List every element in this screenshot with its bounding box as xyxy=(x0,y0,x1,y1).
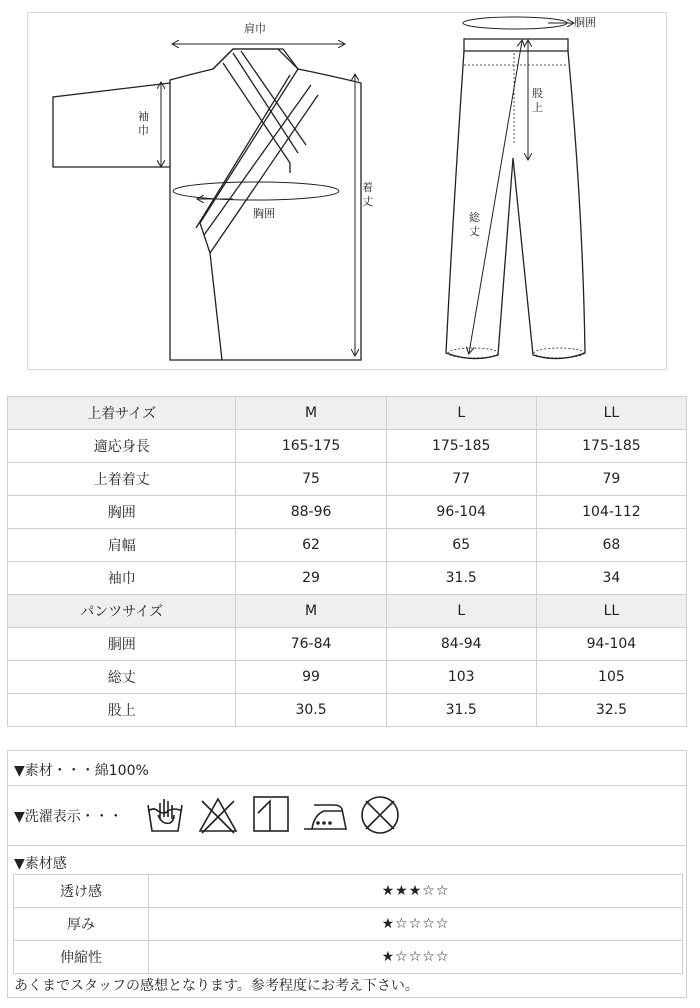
pants-header-row xyxy=(8,595,687,628)
texture-label: ▼素材感 xyxy=(14,856,67,872)
row-label: 上着着丈 xyxy=(8,463,236,496)
table-cell: 65 xyxy=(386,529,536,562)
texture-name: 伸縮性 xyxy=(14,941,149,974)
header-cell: 上着サイズ xyxy=(8,397,236,430)
table-cell: 96-104 xyxy=(386,496,536,529)
texture-name: 厚み xyxy=(14,908,149,941)
washing-row xyxy=(8,785,686,846)
row-label: 肩幅 xyxy=(8,529,236,562)
washing-label: ▼洗濯表示・・・ xyxy=(14,809,123,825)
garment-diagram xyxy=(27,12,667,370)
row-label: 胴囲 xyxy=(8,628,236,661)
table-cell: 175-185 xyxy=(386,430,536,463)
table-cell: 77 xyxy=(386,463,536,496)
table-cell: 94-104 xyxy=(536,628,686,661)
header-cell: LL xyxy=(536,397,686,430)
table-cell: 79 xyxy=(536,463,686,496)
table-cell: 104-112 xyxy=(536,496,686,529)
table-row xyxy=(8,628,687,661)
texture-table xyxy=(13,874,683,974)
row-label: 股上 xyxy=(8,694,236,727)
pants-outline xyxy=(446,39,585,359)
row-label: 袖巾 xyxy=(8,562,236,595)
iron-medium-icon xyxy=(304,805,346,829)
table-cell: 88-96 xyxy=(236,496,386,529)
header-cell: L xyxy=(386,595,536,628)
no-dry-clean-icon xyxy=(362,797,398,833)
size-table xyxy=(7,396,687,727)
table-row xyxy=(8,529,687,562)
no-bleach-icon xyxy=(200,799,236,833)
texture-stars: ★☆☆☆☆ xyxy=(149,908,683,941)
label-douiki: 胴囲 xyxy=(574,16,596,29)
label-matagami: 股上 xyxy=(532,87,543,114)
label-sodehaba: 袖巾 xyxy=(138,110,149,137)
material-row xyxy=(8,751,686,786)
jacket-header-row xyxy=(8,397,687,430)
label-soutake: 総丈 xyxy=(469,211,480,238)
product-info-box xyxy=(7,750,687,998)
table-cell: 103 xyxy=(386,661,536,694)
table-cell: 29 xyxy=(236,562,386,595)
row-label: 総丈 xyxy=(8,661,236,694)
table-row xyxy=(14,941,683,974)
table-row xyxy=(8,694,687,727)
table-row xyxy=(8,463,687,496)
drip-dry-icon xyxy=(254,797,288,831)
hand-wash-icon xyxy=(148,799,182,831)
garment-diagram-svg xyxy=(28,13,668,371)
label-kitake: 着丈 xyxy=(362,181,373,208)
header-cell: パンツサイズ xyxy=(8,595,236,628)
table-row xyxy=(8,661,687,694)
table-row xyxy=(8,562,687,595)
table-cell: 165-175 xyxy=(236,430,386,463)
header-cell: M xyxy=(236,595,386,628)
material-text: ▼素材・・・綿100% xyxy=(14,763,149,779)
table-cell: 175-185 xyxy=(536,430,686,463)
care-icons xyxy=(144,793,404,839)
table-cell: 31.5 xyxy=(386,694,536,727)
label-katahaba: 肩巾 xyxy=(244,22,266,35)
row-label: 適応身長 xyxy=(8,430,236,463)
table-cell: 32.5 xyxy=(536,694,686,727)
table-cell: 76-84 xyxy=(236,628,386,661)
texture-name: 透け感 xyxy=(14,875,149,908)
texture-stars: ★☆☆☆☆ xyxy=(149,941,683,974)
row-label: 胸囲 xyxy=(8,496,236,529)
table-cell: 75 xyxy=(236,463,386,496)
staff-note: あくまでスタッフの感想となります。参考程度にお考え下さい。 xyxy=(14,978,419,994)
header-cell: LL xyxy=(536,595,686,628)
table-cell: 30.5 xyxy=(236,694,386,727)
texture-stars: ★★★☆☆ xyxy=(149,875,683,908)
table-cell: 62 xyxy=(236,529,386,562)
label-muneiki: 胸囲 xyxy=(253,207,275,220)
table-cell: 31.5 xyxy=(386,562,536,595)
table-cell: 68 xyxy=(536,529,686,562)
table-row xyxy=(14,908,683,941)
header-cell: M xyxy=(236,397,386,430)
table-cell: 105 xyxy=(536,661,686,694)
jacket-outline xyxy=(53,49,361,360)
table-cell: 99 xyxy=(236,661,386,694)
table-row xyxy=(14,875,683,908)
table-row xyxy=(8,430,687,463)
header-cell: L xyxy=(386,397,536,430)
table-cell: 34 xyxy=(536,562,686,595)
table-row xyxy=(8,496,687,529)
table-cell: 84-94 xyxy=(386,628,536,661)
